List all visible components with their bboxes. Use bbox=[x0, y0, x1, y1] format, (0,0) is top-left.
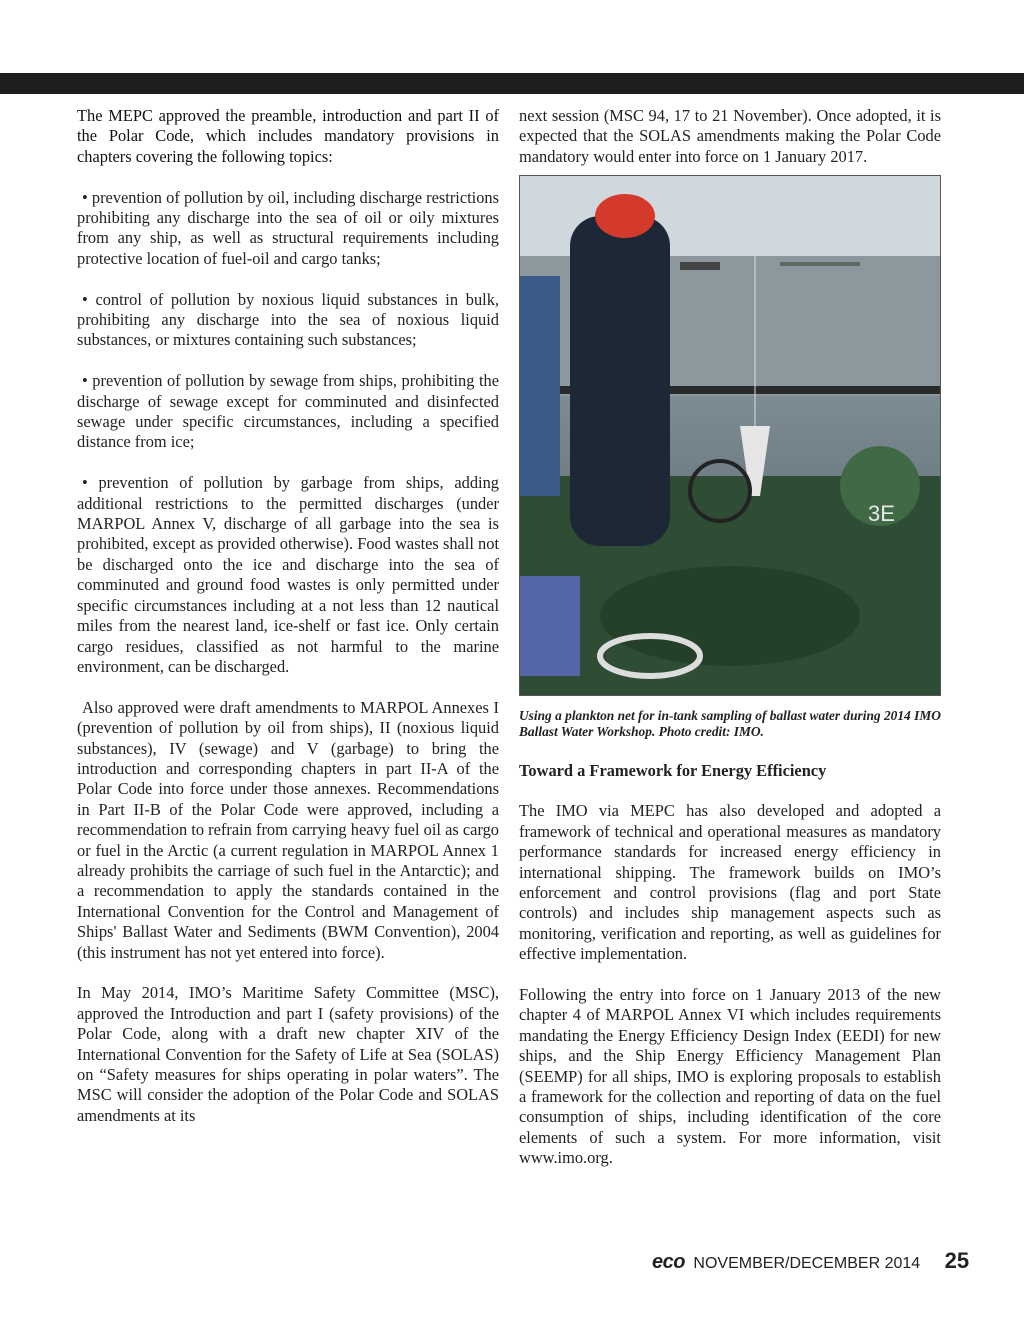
header-bar bbox=[0, 73, 1024, 94]
msc-paragraph: In May 2014, IMO’s Maritime Safety Committee (MSC), approved the Introduction and part I (safety provisions) of the Polar Code, along with a draft new chapter XIV of the International Convention for the Safety of Life at Sea (SOLAS) on “Safety measures for ships operating in polar waters”. The MSC will consider the adoption of the Polar Code and SOLAS amendments at its bbox=[77, 983, 499, 1125]
bullet-oil: • prevention of pollution by oil, including discharge restrictions prohibiting any discharge into the sea of oil or oily mixtures from any ship, as well as structural requirements including protective location of fuel-oil and cargo tanks; bbox=[77, 187, 499, 268]
ballast-sampling-photo bbox=[519, 175, 941, 696]
issue-date: NOVEMBER/DECEMBER 2014 bbox=[693, 1255, 921, 1272]
energy-paragraph-1: The IMO via MEPC has also developed and adopted a framework of technical and operational measures as mandatory performance standards for increased energy efficiency in international shipping. The framework builds on IMO’s enforcement and control provisions (flag and port State controls) and includes ship management aspects such as monitoring, verification and reporting, as well as guidelines for effective implementation. bbox=[519, 801, 941, 964]
bullet-sewage: • prevention of pollution by sewage from ships, prohibiting the discharge of sewage except for comminuted and disinfected sewage under specific circumstances, including a specified distance from ice; bbox=[77, 371, 499, 452]
page-footer bbox=[652, 1248, 969, 1274]
left-column bbox=[77, 106, 499, 1147]
magazine-logo: eco bbox=[652, 1251, 685, 1273]
energy-paragraph-2: Following the entry into force on 1 January 2013 of the new chapter 4 of MARPOL Annex VI which includes requirements mandating the Energy Efficiency Design Index (EEDI) for new ships, and the Ship Energy Efficiency Management Plan (SEEMP) for all ships, IMO is exploring proposals to establish a framework for the collection and reporting of data on the fuel consumption of ships, including identification of the core elements of such a system. For more information, visit www.imo.org. bbox=[519, 985, 941, 1168]
intro-paragraph: The MEPC approved the preamble, introduction and part II of the Polar Code, which includes mandatory provisions in chapters covering the following topics: bbox=[77, 106, 499, 166]
page-number: 25 bbox=[944, 1248, 970, 1273]
bullet-garbage: • prevention of pollution by garbage from ships, adding additional restrictions to the permitted discharges (under MARPOL Annex V, discharge of all garbage into the sea is prohibited, except as provided otherwise). Food wastes shall not be discharged onto the ice and discharge into the sea of comminuted and ground food wastes is only permitted under specific circumstances including at a not less than 12 nautical miles from the nearest land, ice-shelf or fast ice. Only certain cargo residues, classified as not harmful to the marine environment, can be discharged. bbox=[77, 473, 499, 676]
continued-paragraph: next session (MSC 94, 17 to 21 November). Once adopted, it is expected that the SOLAS amendments making the Polar Code mandatory would enter into force on 1 January 2017. bbox=[519, 106, 941, 166]
photo-illustration bbox=[520, 176, 940, 695]
hatch-label-text: 3E bbox=[868, 501, 895, 527]
marpol-paragraph: Also approved were draft amendments to MARPOL Annexes I (prevention of pollution by oil from ships), II (noxious liquid substances), IV (sewage) and V (garbage) to bring the introduction and corresponding chapters in part II-A of the Polar Code into force under those annexes. Recommendations in Part II-B of the Polar Code were approved, including a recommendation to refrain from carrying heavy fuel oil as cargo or fuel in the Arctic (a current regulation in MARPOL Annex 1 already prohibits the carriage of such fuel in the Antarctic); and a recommendation to apply the standards contained in the International Convention for the Control and Management of Ships' Ballast Water and Sediments (BWM Convention), 2004 (this instrument has not yet entered into force). bbox=[77, 697, 499, 962]
bullet-noxious: • control of pollution by noxious liquid substances in bulk, prohibiting any discharge into the sea of noxious liquid substances, or mixtures containing such substances; bbox=[77, 289, 499, 350]
section-heading: Toward a Framework for Energy Efficiency bbox=[519, 760, 827, 780]
photo-caption: Using a plankton net for in-tank sampling of ballast water during 2014 IMO Ballast Water Workshop. Photo credit: IMO. bbox=[519, 708, 941, 740]
right-column bbox=[519, 106, 941, 1189]
